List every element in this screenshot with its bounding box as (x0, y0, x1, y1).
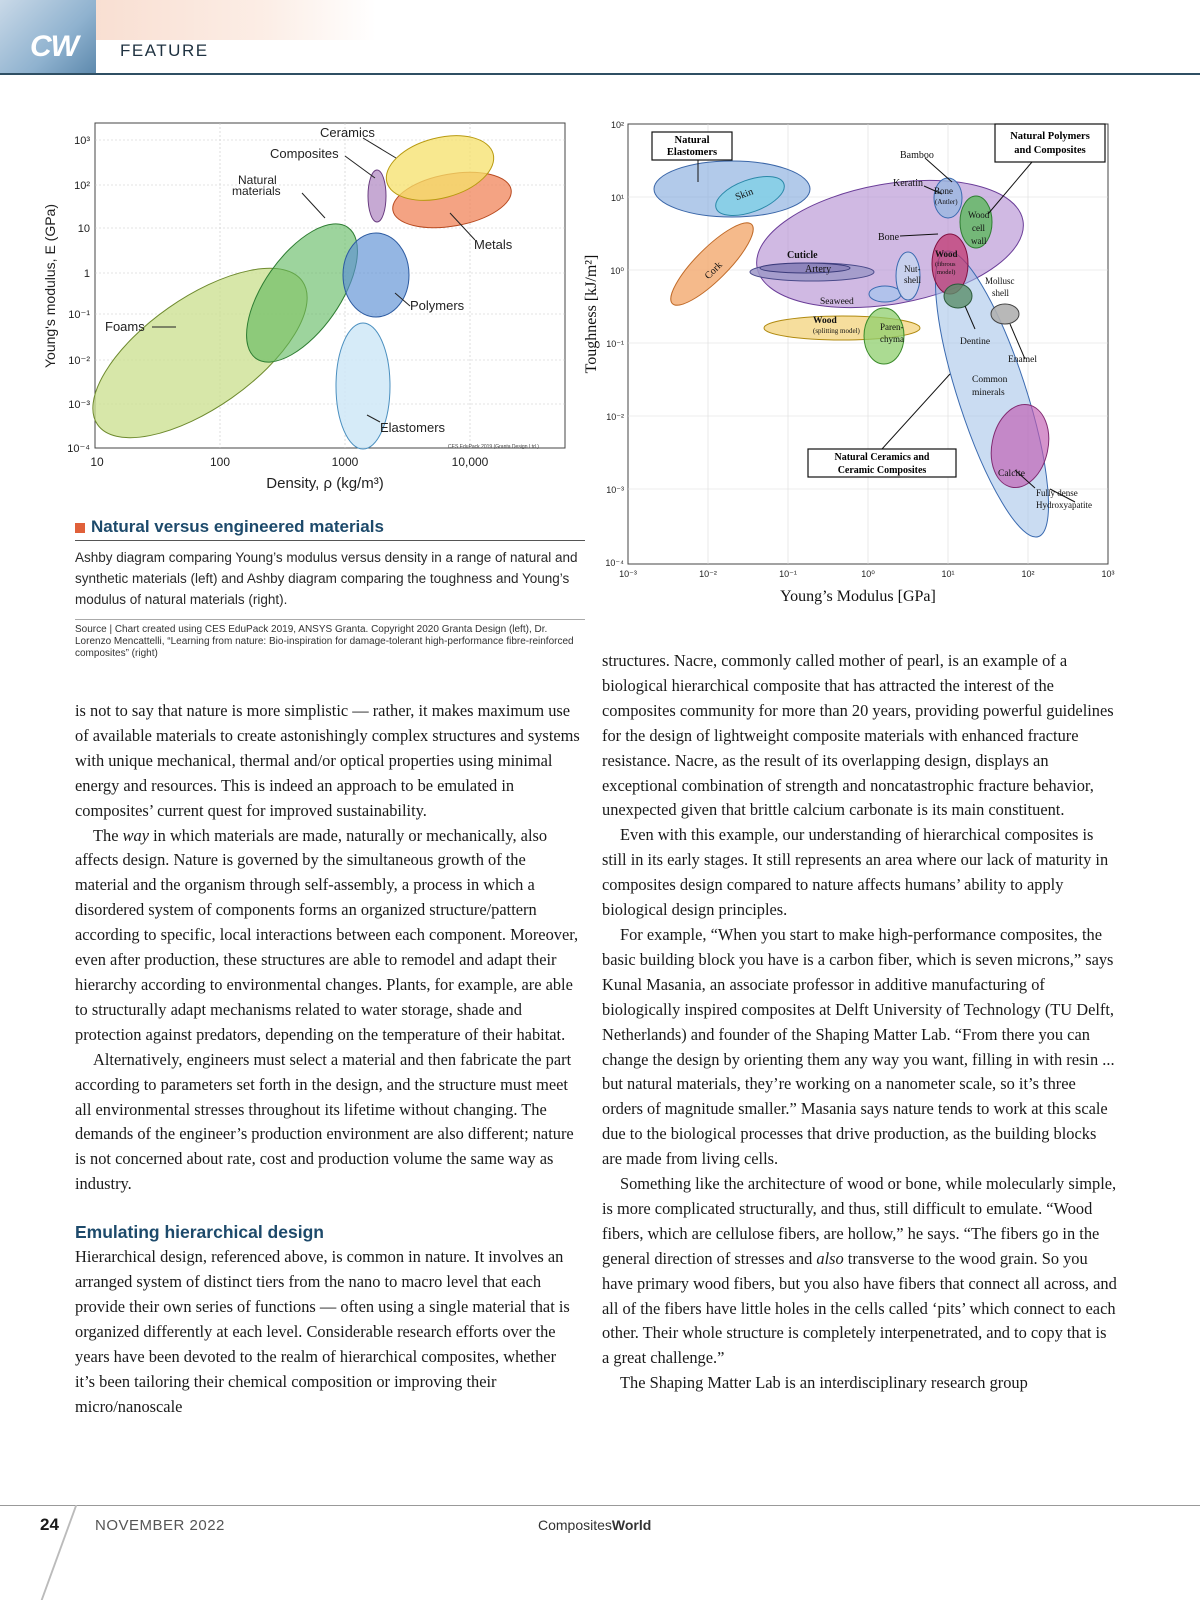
svg-text:10⁻⁴: 10⁻⁴ (67, 443, 90, 455)
logo-text: CW (30, 30, 78, 63)
paragraph: Something like the architecture of wood or bone, while molecularly simple, is more complicated structurally, and thus, still difficult to emulate. “Wood fibers, which are cellulose fibers, are hollow,” he says. “The fibers go in the general direction of stresses and also transverse to the wood grain. So you have primary wood fibers, but you also have fibers that connect all across, and all of the fibers have little holes in the cells called ‘pits’ which connect to each other. Their whole structure is completely interpenetrated, and to copy that is a great challenge.” (602, 1174, 1117, 1368)
label-wood-cell-3: wall (971, 236, 987, 246)
svg-text:1000: 1000 (331, 455, 359, 469)
label-bone: Bone (878, 232, 900, 243)
label-bamboo: Bamboo (900, 150, 934, 161)
label-natural-2: materials (232, 184, 281, 198)
paragraph: is not to say that nature is more simplistic — rather, it makes maximum use of available materials to create astonishingly complex structures and systems with unique mechanical, thermal and/or optical properties using minimal energy and resources. This is indeed an approach to be emulated in composites’ current quest for improved sustainability. (75, 701, 580, 820)
svg-text:10: 10 (77, 223, 90, 235)
label-wood-splitting-2: (splitting model) (813, 327, 860, 335)
page-number: 24 (40, 1515, 59, 1534)
label-composites: Composites (270, 146, 339, 161)
label-wood-fibrous-2: (fibrous (935, 261, 956, 268)
x-axis-label: Density, ρ (kg/m³) (266, 475, 384, 492)
region-bone (944, 284, 972, 308)
x-tick-labels (619, 569, 1114, 579)
label-metals: Metals (474, 237, 513, 252)
label-antler: (Antler) (935, 198, 958, 206)
label-parenchyma-2: chyma (880, 334, 904, 344)
label-enamel: Enamel (1008, 355, 1038, 365)
label-ceramics: Ceramics (320, 125, 375, 140)
box-natural-elastomers-1: Natural (674, 135, 710, 146)
svg-text:1: 1 (83, 268, 90, 280)
caption-square-icon (75, 523, 85, 533)
region-composites (368, 170, 386, 222)
y-tick-labels (605, 120, 624, 568)
label-elastomers: Elastomers (380, 420, 446, 435)
svg-text:10,000: 10,000 (451, 455, 489, 469)
svg-text:10³: 10³ (74, 135, 90, 147)
paragraph: structures. Nacre, commonly called mother of pearl, is an example of a biological hierarchical composite that has attracted the interest of the composites community for more than 20 years, providing powerful guidelines for the design of lightweight composite materials with enhanced fracture resistance. Nacre, as the result of its overlapping design, displays an exceptional combination of strength and noncatastrophic fracture behavior, unexpected given that brittle calcium carbonate is its main constituent. (602, 651, 1114, 820)
svg-text:10⁻³: 10⁻³ (619, 569, 637, 579)
paragraph: For example, “When you start to make high-performance composites, the basic building block you have is a carbon fiber, which is seven microns,” says Kunal Masania, an associate professor in additive manufacturing of biologically inspired composites at Delft University of Technology (TU Delft, Netherlands) and founder of the Shaping Matter Lab. “From there you can change the design by orienting them any way you want, filling in with resin ... but natural materials, they’re working on a nanometer scale, so it’s three orders of magnitude smaller.” Masania says nature tends to work at this scale due to the biological processes that drive production, as the building blocks are made from living cells. (602, 924, 1115, 1169)
label-mollusc-1: Mollusc (985, 276, 1015, 286)
label-wood-cell-2: cell (972, 223, 985, 233)
label-wood-fibrous-3: model) (937, 269, 956, 276)
label-wood-splitting-1: Wood (813, 316, 837, 326)
label-nutshell-2: shell (904, 275, 921, 285)
svg-text:10⁻³: 10⁻³ (68, 399, 90, 411)
box-natural-elastomers-2: Elastomers (666, 147, 718, 158)
svg-text:10⁻¹: 10⁻¹ (68, 309, 90, 321)
subheading: Emulating hierarchical design (75, 1222, 324, 1243)
svg-text:10⁰: 10⁰ (861, 569, 875, 579)
caption-title-text: Natural versus engineered materials (91, 517, 384, 536)
label-wood-cell-1: Wood (968, 210, 990, 220)
label-foams: Foams (105, 319, 145, 334)
label-hydroxy-2: Hydroxyapatite (1036, 500, 1092, 510)
label-dentine: Dentine (960, 337, 991, 347)
svg-text:10⁻²: 10⁻² (699, 569, 717, 579)
paragraph: The Shaping Matter Lab is an interdisciplinary research group (620, 1373, 1028, 1393)
footer-rule (0, 1505, 1200, 1506)
brand-name: CompositesWorld (538, 1517, 652, 1533)
caption-source: Source | Chart created using CES EduPack 2019, ANSYS Granta. Copyright 2020 Granta Design (left), Dr. Lorenzo Mencattelli, “Learning from nature: Bio-inspiration for damage-tolerant high-performance fibre-reinforced composites” (right) (75, 619, 585, 660)
label-seaweed: Seaweed (820, 297, 854, 307)
box-natural-polymers-1: Natural Polymers (1010, 131, 1090, 142)
label-cuticle: Cuticle (787, 250, 818, 261)
y-tick-labels (67, 135, 90, 455)
paragraph: Alternatively, engineers must select a material and then fabricate the part according to parameters set forth in the design, and the structure must meet all environmental stresses throughout its lifetime without changing. The demands of the engineer’s production environment are also different; nature is not concerned about rate, cost and production volume the same way as industry. (75, 1049, 574, 1194)
caption-body: Ashby diagram comparing Young’s modulus versus density in a range of natural and synthetic materials (left) and Ashby diagram comparing the toughness and Young’s modulus of natural materials (right). (75, 550, 578, 607)
issue-date: NOVEMBER 2022 (95, 1517, 225, 1534)
y-axis-label: Young's modulus, E (GPa) (42, 203, 58, 369)
ashby-chart-toughness-modulus (580, 114, 1140, 624)
paragraph: Even with this example, our understanding of hierarchical composites is still in its early stages. It still represents an area where our lack of maturity in composites design compared to nature affects humans’ ability to apply biological design principles. (602, 825, 1109, 920)
article-column-right (602, 649, 1117, 1396)
svg-text:10¹: 10¹ (610, 193, 624, 203)
svg-text:10⁻³: 10⁻³ (606, 485, 624, 495)
svg-text:10¹: 10¹ (941, 569, 955, 579)
page-header (0, 0, 1200, 76)
label-calcite: Calcite (998, 469, 1025, 479)
box-natural-ceramics-1: Natural Ceramics and (834, 452, 930, 463)
header-decorative-band (96, 0, 376, 40)
paragraph: Hierarchical design, referenced above, is common in nature. It involves an arranged system of distinct tiers from the nano to macro level that each provide their own series of functions — often using a single material that is organized differently at each level. Considerable research efforts over the years have been devoted to the realm of hierarchical composites, whether it’s been tailoring their chemical composition or improving their micro/nanoscale (75, 1247, 570, 1416)
paragraph: The way in which materials are made, naturally or mechanically, also affects design. Nature is governed by the simultaneous growth of the material and the organism through self-assembly, a process in which a disordered system of components forms an organized structure/pattern according to specific, local interactions between each component. Moreover, even after production, these structures are able to remodel and adapt their hierarchy according to environmental changes. Plants, for example, are able to structurally adapt mechanisms related to water storage, shade and protection against predators, depending on the temperature of their habitat. (75, 825, 579, 1044)
label-mollusc-2: shell (992, 288, 1009, 298)
svg-text:10⁻¹: 10⁻¹ (779, 569, 797, 579)
x-axis-label: Young’s Modulus [GPa] (780, 588, 936, 605)
label-natural: Natural (238, 173, 277, 187)
chart-watermark: CES EduPack 2019 (Granta Design Ltd.) (448, 444, 539, 450)
label-common-2: minerals (972, 388, 1005, 398)
svg-text:10²: 10² (74, 180, 90, 192)
header-rule (0, 73, 1200, 75)
svg-text:10²: 10² (610, 120, 624, 130)
svg-text:10: 10 (90, 455, 104, 469)
svg-text:10⁻²: 10⁻² (606, 412, 624, 422)
svg-text:10⁰: 10⁰ (610, 266, 624, 276)
label-parenchyma-1: Paren- (880, 322, 904, 332)
label-keratin: Keratin (893, 178, 923, 189)
region-seaweed (869, 286, 901, 302)
label-polymers: Polymers (410, 298, 465, 313)
svg-text:10⁻¹: 10⁻¹ (606, 339, 624, 349)
label-skin: Skin (733, 186, 755, 204)
y-axis-label: Toughness [kJ/m²] (583, 254, 600, 374)
label-wood-fibrous-1: Wood (935, 249, 958, 259)
label-artery: Artery (805, 264, 832, 275)
x-tick-labels (90, 455, 488, 469)
svg-text:10³: 10³ (1101, 569, 1115, 579)
label-nutshell-1: Nut- (904, 264, 921, 274)
box-natural-polymers (995, 124, 1105, 162)
box-natural-ceramics-2: Ceramic Composites (837, 465, 927, 476)
ashby-chart-modulus-density (40, 118, 580, 503)
svg-text:10⁻²: 10⁻² (68, 355, 90, 367)
label-hydroxy-1: Fully dense (1036, 488, 1078, 498)
cw-logo (0, 0, 96, 74)
label-bone-antler: Bone (934, 186, 953, 196)
section-label: FEATURE (120, 41, 209, 60)
svg-text:100: 100 (209, 455, 231, 469)
label-common-1: Common (972, 375, 1008, 385)
article-column-left (75, 699, 580, 1419)
label-cork: Cork (702, 259, 725, 282)
box-natural-polymers-2: and Composites (1014, 145, 1086, 156)
caption-title (75, 517, 585, 541)
svg-text:10⁻⁴: 10⁻⁴ (605, 558, 624, 568)
region-polymers (343, 233, 409, 317)
svg-text:10²: 10² (1021, 569, 1035, 579)
figure-caption (75, 517, 585, 660)
region-mollusc-shell (991, 304, 1019, 324)
